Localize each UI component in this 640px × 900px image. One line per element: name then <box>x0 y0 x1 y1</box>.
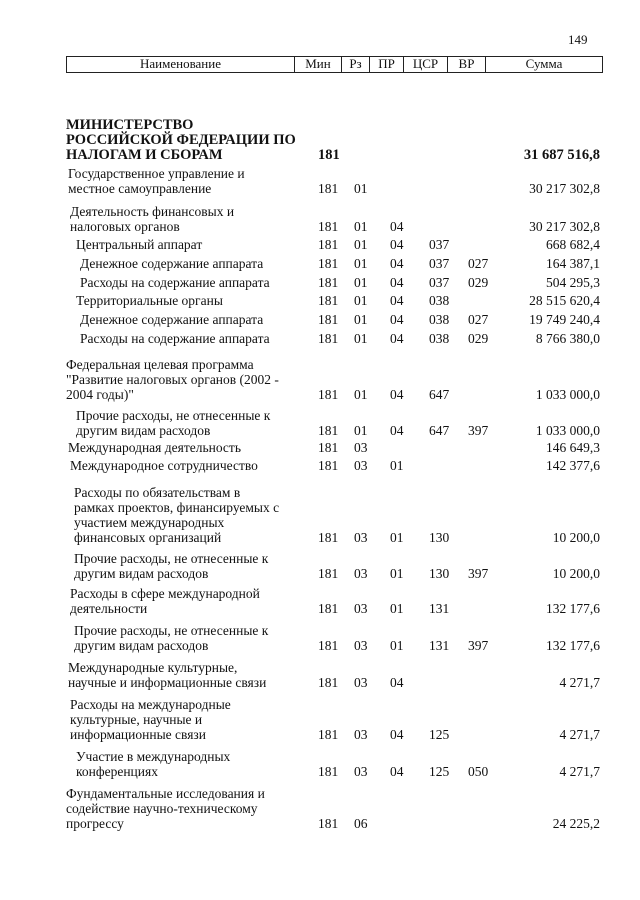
table-row <box>0 166 640 196</box>
cell-sum: 146 649,3 <box>546 440 600 455</box>
cell-pr: 01 <box>390 458 404 473</box>
cell-min: 181 <box>318 764 339 779</box>
cell-pr: 04 <box>390 423 404 438</box>
table-row <box>0 275 640 290</box>
cell-rz: 03 <box>354 638 368 653</box>
row-name: Международные культурные, научные и информационные связи <box>68 660 267 690</box>
header-csr: ЦСР <box>404 57 448 72</box>
cell-csr: 130 <box>429 530 450 545</box>
table-row <box>0 551 640 581</box>
table-row <box>0 117 640 163</box>
cell-min: 181 <box>318 601 339 616</box>
cell-vr: 029 <box>468 331 489 346</box>
cell-min: 181 <box>318 147 340 163</box>
row-name: Расходы в сфере международной деятельности <box>70 586 260 616</box>
cell-rz: 01 <box>354 256 368 271</box>
cell-sum: 142 377,6 <box>546 458 600 473</box>
cell-sum: 4 271,7 <box>559 764 600 779</box>
cell-pr: 04 <box>390 219 404 234</box>
cell-csr: 038 <box>429 331 450 346</box>
cell-rz: 01 <box>354 219 368 234</box>
cell-rz: 06 <box>354 816 368 831</box>
row-name: Международная деятельность <box>68 440 241 455</box>
cell-sum: 8 766 380,0 <box>535 331 600 346</box>
cell-rz: 03 <box>354 764 368 779</box>
cell-rz: 01 <box>354 312 368 327</box>
cell-pr: 04 <box>390 764 404 779</box>
cell-min: 181 <box>318 219 339 234</box>
cell-min: 181 <box>318 237 339 252</box>
cell-pr: 04 <box>390 675 404 690</box>
row-name: Фундаментальные исследования и содействие научно-техническому прогрессу <box>66 786 265 831</box>
row-name: Расходы по обязательствам в рамках проектов, финансируемых с участием международных финансовых организаций <box>74 485 280 545</box>
cell-sum: 19 749 240,4 <box>529 312 600 327</box>
row-name: Денежное содержание аппарата <box>80 312 264 327</box>
cell-rz: 03 <box>354 675 368 690</box>
cell-csr: 130 <box>429 566 450 581</box>
row-name: Прочие расходы, не отнесенные к другим видам расходов <box>74 623 269 653</box>
page-number: 149 <box>568 32 588 47</box>
cell-csr: 038 <box>429 293 450 308</box>
cell-min: 181 <box>318 423 339 438</box>
row-name: Государственное управление и местное самоуправление <box>68 166 245 196</box>
cell-rz: 01 <box>354 181 368 196</box>
cell-pr: 04 <box>390 256 404 271</box>
cell-vr: 397 <box>468 566 489 581</box>
cell-csr: 125 <box>429 727 450 742</box>
cell-min: 181 <box>318 312 339 327</box>
cell-rz: 01 <box>354 331 368 346</box>
table-row <box>0 697 640 742</box>
cell-csr: 647 <box>429 387 450 402</box>
cell-sum: 4 271,7 <box>559 675 600 690</box>
row-name: Международное сотрудничество <box>70 458 258 473</box>
row-name: Расходы на международные культурные, научные и информационные связи <box>70 697 231 742</box>
cell-sum: 30 217 302,8 <box>529 219 600 234</box>
table-row <box>0 237 640 252</box>
table-row <box>0 623 640 653</box>
row-name: Федеральная целевая программа "Развитие налоговых органов (2002 - 2004 годы)" <box>66 357 279 402</box>
table-row <box>0 586 640 616</box>
cell-pr: 01 <box>390 566 404 581</box>
cell-csr: 125 <box>429 764 450 779</box>
cell-csr: 131 <box>429 601 450 616</box>
cell-rz: 03 <box>354 566 368 581</box>
cell-sum: 31 687 516,8 <box>523 147 600 163</box>
cell-csr: 038 <box>429 312 450 327</box>
cell-vr: 027 <box>468 256 489 271</box>
cell-rz: 03 <box>354 727 368 742</box>
header-pr: ПР <box>370 57 404 72</box>
cell-rz: 01 <box>354 387 368 402</box>
cell-csr: 131 <box>429 638 450 653</box>
cell-min: 181 <box>318 458 339 473</box>
cell-vr: 397 <box>468 423 489 438</box>
cell-rz: 01 <box>354 293 368 308</box>
cell-vr: 027 <box>468 312 489 327</box>
table-row <box>0 256 640 271</box>
cell-sum: 30 217 302,8 <box>529 181 600 196</box>
cell-pr: 04 <box>390 237 404 252</box>
cell-min: 181 <box>318 816 339 831</box>
header-name: Наименование <box>67 57 295 72</box>
cell-min: 181 <box>318 293 339 308</box>
cell-sum: 10 200,0 <box>552 566 600 581</box>
table-row <box>0 204 640 234</box>
row-name: Территориальные органы <box>76 293 223 308</box>
cell-pr: 04 <box>390 293 404 308</box>
cell-sum: 504 295,3 <box>546 275 600 290</box>
cell-sum: 10 200,0 <box>552 530 600 545</box>
cell-sum: 132 177,6 <box>546 638 600 653</box>
cell-min: 181 <box>318 638 339 653</box>
header-sum: Сумма <box>525 56 563 71</box>
cell-sum: 132 177,6 <box>546 601 600 616</box>
table-row <box>0 440 640 455</box>
cell-csr: 037 <box>429 237 450 252</box>
cell-rz: 01 <box>354 423 368 438</box>
cell-min: 181 <box>318 331 339 346</box>
cell-csr: 647 <box>429 423 450 438</box>
row-name: МИНИСТЕРСТВО РОССИЙСКОЙ ФЕДЕРАЦИИ ПО НАЛОГАМ И СБОРАМ <box>66 117 296 163</box>
cell-csr: 037 <box>429 275 450 290</box>
table-header <box>66 56 603 73</box>
cell-pr: 01 <box>390 638 404 653</box>
table-row <box>0 312 640 327</box>
cell-csr: 037 <box>429 256 450 271</box>
cell-sum: 24 225,2 <box>552 816 600 831</box>
row-name: Расходы на содержание аппарата <box>80 331 270 346</box>
cell-pr: 04 <box>390 331 404 346</box>
row-name: Участие в международных конференциях <box>76 749 231 779</box>
row-name: Центральный аппарат <box>76 237 203 252</box>
cell-min: 181 <box>318 566 339 581</box>
cell-min: 181 <box>318 727 339 742</box>
row-name: Деятельность финансовых и налоговых органов <box>70 204 235 234</box>
cell-pr: 04 <box>390 727 404 742</box>
row-name: Расходы на содержание аппарата <box>80 275 270 290</box>
header-rz: Рз <box>342 57 370 72</box>
table-row <box>0 331 640 346</box>
cell-pr: 04 <box>390 312 404 327</box>
table-row <box>0 749 640 779</box>
cell-vr: 397 <box>468 638 489 653</box>
table-row <box>0 786 640 831</box>
cell-rz: 03 <box>354 440 368 455</box>
header-vr: ВР <box>448 57 486 72</box>
header-min: Мин <box>295 57 342 72</box>
cell-rz: 01 <box>354 237 368 252</box>
cell-min: 181 <box>318 440 339 455</box>
row-name: Прочие расходы, не отнесенные к другим видам расходов <box>76 408 271 438</box>
cell-min: 181 <box>318 530 339 545</box>
cell-rz: 03 <box>354 601 368 616</box>
row-name: Денежное содержание аппарата <box>80 256 264 271</box>
cell-pr: 04 <box>390 387 404 402</box>
cell-sum: 28 515 620,4 <box>529 293 600 308</box>
table-row <box>0 293 640 308</box>
cell-sum: 1 033 000,0 <box>535 387 600 402</box>
cell-min: 181 <box>318 275 339 290</box>
cell-rz: 01 <box>354 275 368 290</box>
cell-min: 181 <box>318 675 339 690</box>
cell-min: 181 <box>318 387 339 402</box>
cell-rz: 03 <box>354 530 368 545</box>
cell-rz: 03 <box>354 458 368 473</box>
cell-vr: 029 <box>468 275 489 290</box>
cell-sum: 1 033 000,0 <box>535 423 600 438</box>
table-row <box>0 408 640 438</box>
cell-sum: 668 682,4 <box>546 237 600 252</box>
cell-min: 181 <box>318 256 339 271</box>
cell-pr: 01 <box>390 530 404 545</box>
cell-pr: 01 <box>390 601 404 616</box>
cell-pr: 04 <box>390 275 404 290</box>
cell-sum: 164 387,1 <box>546 256 600 271</box>
table-row <box>0 458 640 473</box>
table-row <box>0 485 640 545</box>
table-row <box>0 660 640 690</box>
cell-vr: 050 <box>468 764 489 779</box>
table-row <box>0 357 640 402</box>
row-name: Прочие расходы, не отнесенные к другим видам расходов <box>74 551 269 581</box>
cell-min: 181 <box>318 181 339 196</box>
cell-sum: 4 271,7 <box>559 727 600 742</box>
